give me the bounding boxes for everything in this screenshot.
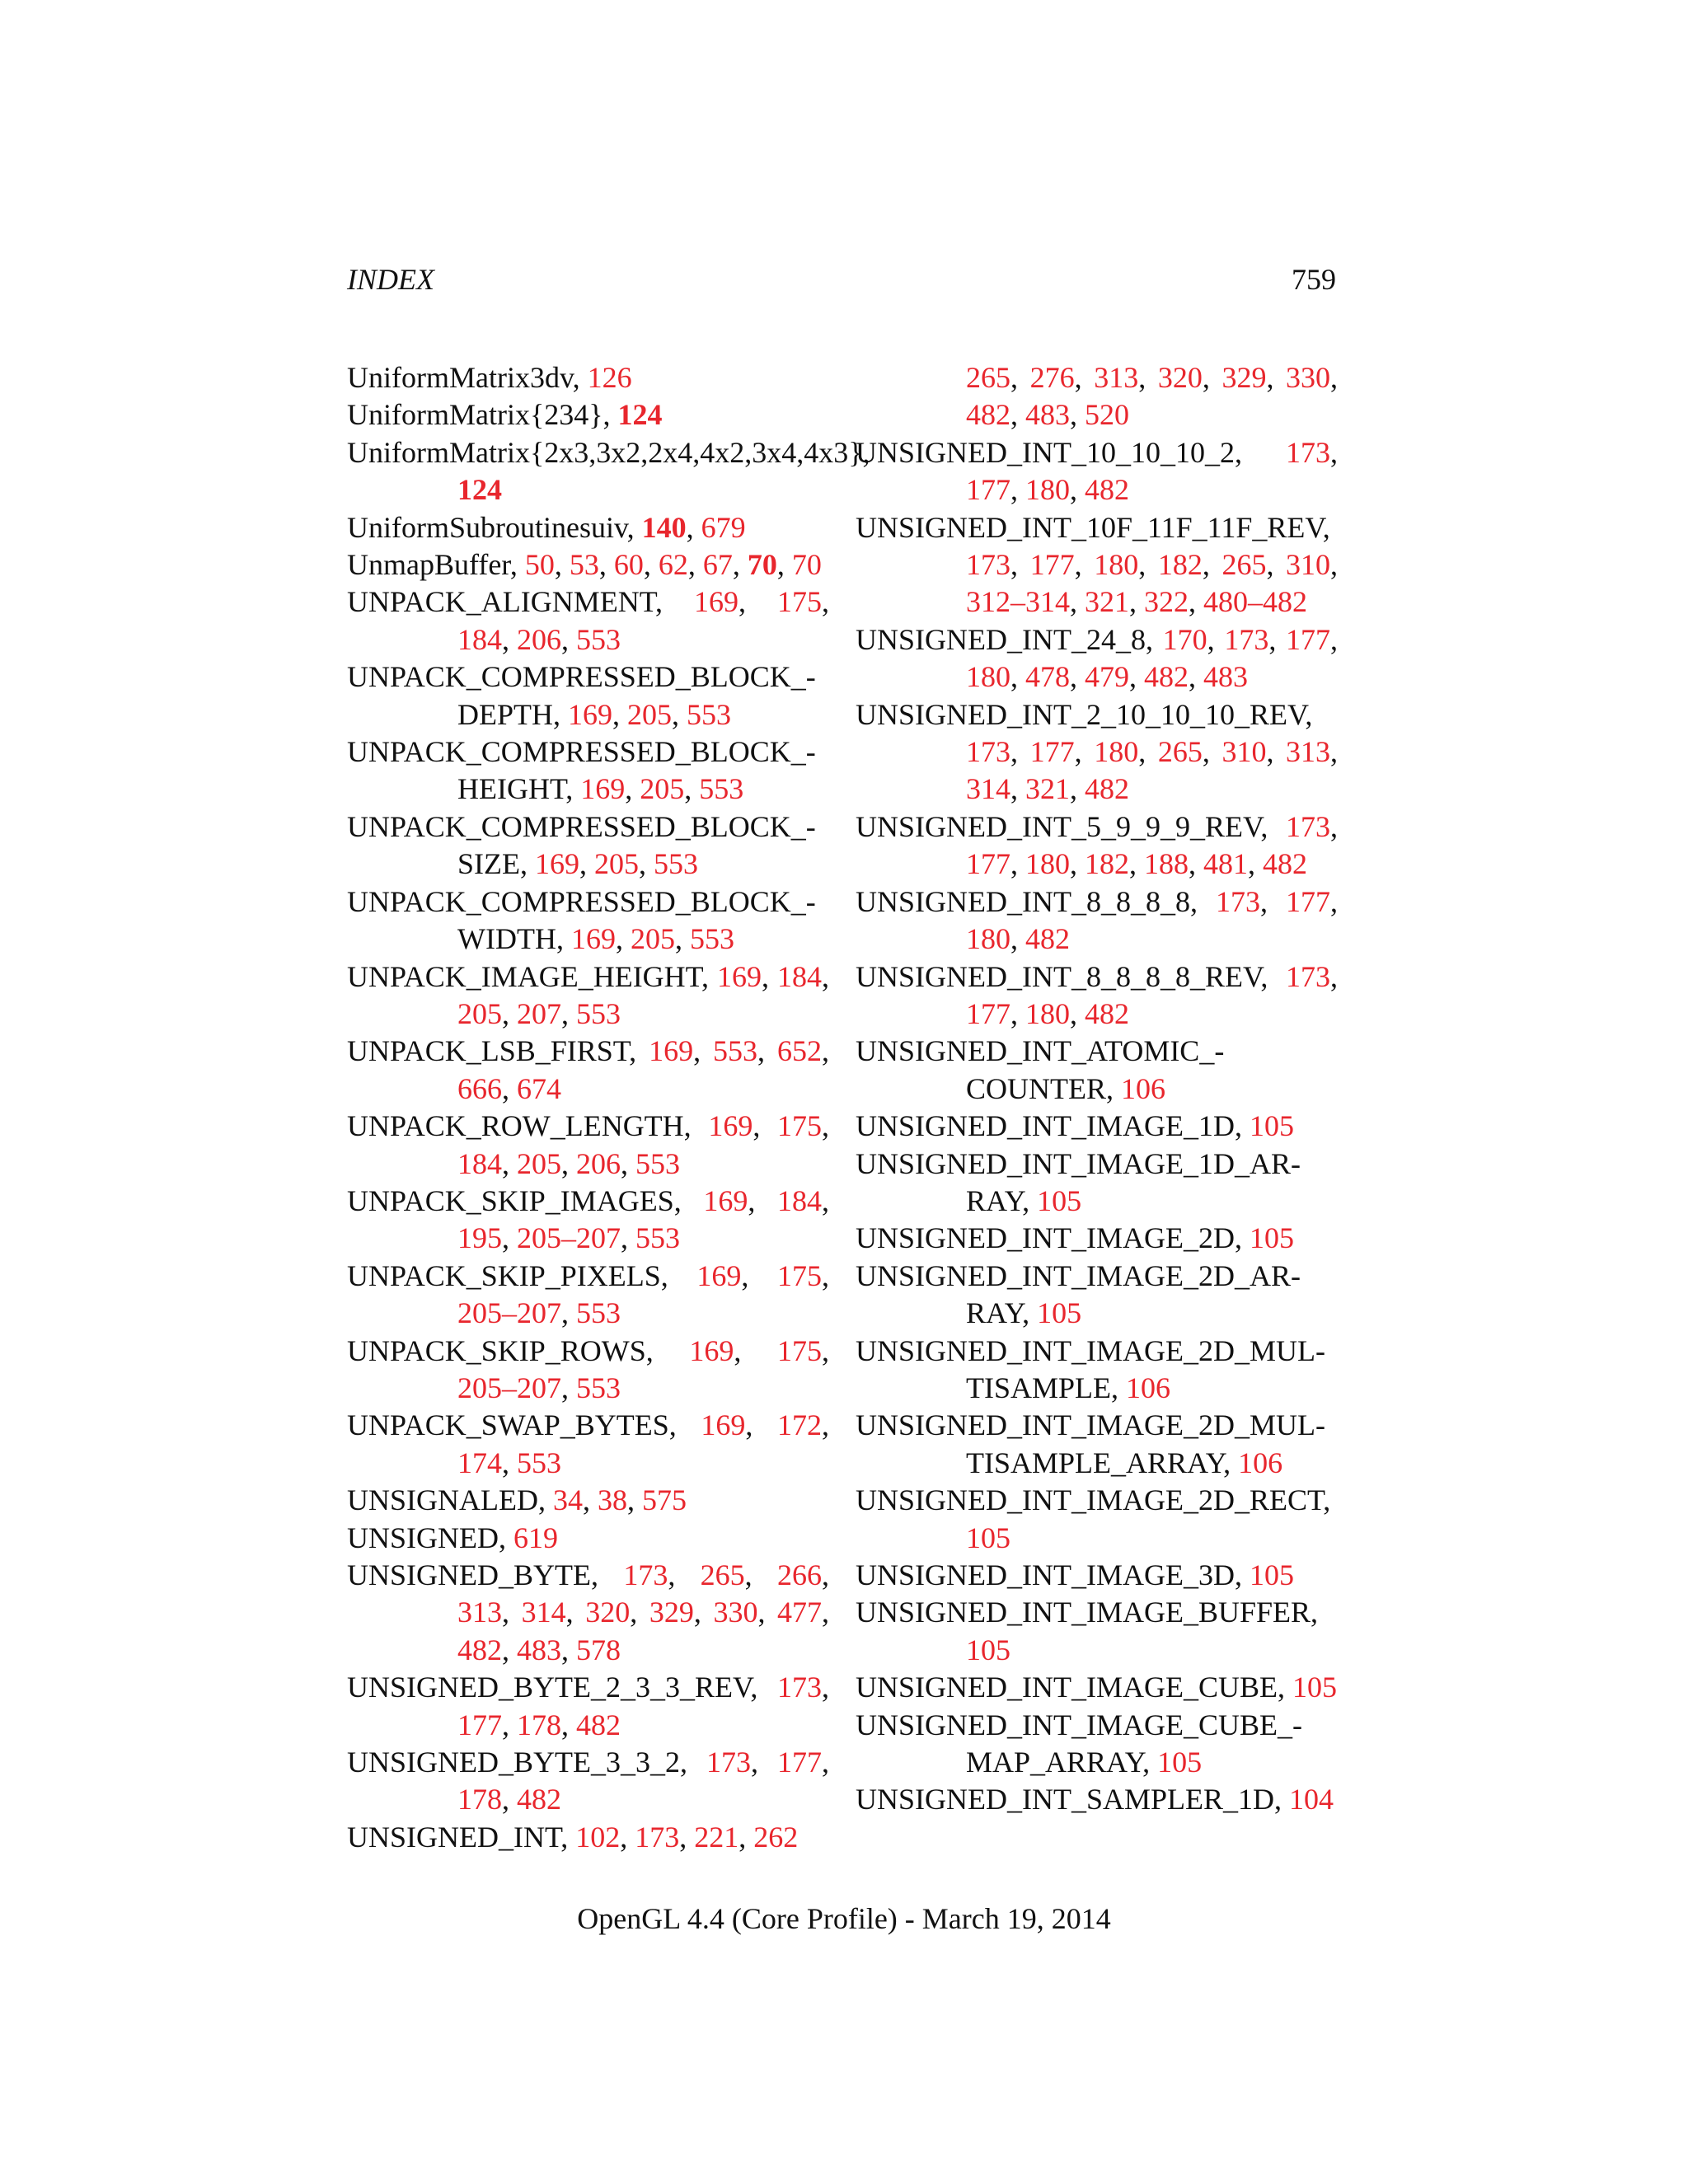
- page-ref-link[interactable]: 553: [635, 1221, 680, 1255]
- index-entry: [856, 1220, 1338, 1257]
- index-entry: UNSIGNED_BYTE_2_3_3_REV, 173, 177, 178, 482: [347, 1671, 829, 1741]
- page-ref-link[interactable]: 178: [517, 1708, 561, 1741]
- page-ref-link[interactable]: 175: [777, 1333, 823, 1367]
- index-term: UNSIGNED_INT_IMAGE_CUBE,: [856, 1671, 1292, 1704]
- index-term: UNSIGNED_BYTE_3_3_2,: [347, 1746, 706, 1779]
- page-ref-link[interactable]: 184: [777, 1183, 822, 1217]
- page-ref-link[interactable]: 206: [576, 1146, 621, 1180]
- page-ref-link[interactable]: 105: [1292, 1671, 1337, 1704]
- page-ref-link[interactable]: 180: [1094, 735, 1139, 769]
- page-ref-link[interactable]: 205: [517, 1146, 561, 1180]
- index-entry: UNPACK_SKIP_IMAGES, 169, 184, 195, 205–207, 553: [347, 1183, 829, 1255]
- page-ref-link[interactable]: 265: [700, 1558, 745, 1591]
- page-ref-link[interactable]: 106: [1126, 1371, 1171, 1404]
- page-footer: OpenGL 4.4 (Core Profile) - March 19, 2014: [577, 1902, 1111, 1935]
- page-ref-link[interactable]: 173: [1286, 809, 1330, 843]
- index-entry: [347, 434, 878, 509]
- page-ref-link[interactable]: 173: [777, 1671, 822, 1704]
- page-header: [347, 259, 1336, 300]
- page-ref-link[interactable]: 479: [1085, 660, 1129, 694]
- page-ref-link[interactable]: 105: [1249, 1221, 1294, 1255]
- index-term: UniformSubroutinesuiv,: [347, 510, 642, 544]
- page-ref-link[interactable]: 205: [627, 697, 672, 731]
- page-ref-link[interactable]: 482: [1263, 847, 1307, 881]
- index-entry: UnmapBuffer, 50, 53, 60, 62, 67, 70, 70: [347, 548, 822, 582]
- index-entry: UNPACK_ALIGNMENT, 169, 175, 184, 206, 553: [347, 585, 830, 656]
- index-term: UNSIGNED_INT_IMAGE_3D,: [856, 1558, 1250, 1591]
- index-term: UniformMatrix{2x3,3x2,2x4,4x2,3x4,4x3},: [347, 435, 878, 469]
- index-term: UNSIGNED_BYTE_2_3_3_REV,: [347, 1671, 777, 1704]
- page-ref-link[interactable]: 553: [654, 847, 698, 881]
- index-entry: [856, 1557, 1338, 1594]
- running-title: INDEX: [347, 263, 434, 296]
- index-term: UNPACK_ALIGNMENT,: [347, 585, 695, 619]
- index-entry: [856, 1707, 1338, 1782]
- page-ref-link[interactable]: 172: [777, 1408, 823, 1442]
- page-ref-link[interactable]: 177: [966, 996, 1010, 1030]
- page-ref-link[interactable]: 666: [457, 1071, 502, 1105]
- page-ref-link[interactable]: 329: [649, 1596, 694, 1629]
- page-ref-link[interactable]: 205–207: [457, 1371, 561, 1404]
- page-ref-link[interactable]: 205: [457, 996, 502, 1030]
- index-term: UNPACK_COMPRESSED_BLOCK_-​DEPTH,: [347, 660, 816, 731]
- page-ref-link[interactable]: 175: [777, 585, 823, 619]
- page-ref-link[interactable]: 175: [777, 1258, 823, 1292]
- page-ref-link[interactable]: 105: [1037, 1183, 1082, 1217]
- index-entry: UNPACK_COMPRESSED_BLOCK_-​DEPTH, 169, 205, 553: [347, 660, 816, 731]
- index-entry: UNSIGNED_BYTE, 173, 265, 266, 313, 314, 320, 329, 330, 477, 482, 483, 578: [347, 1558, 830, 1666]
- page-ref-link[interactable]: 482: [1144, 660, 1189, 694]
- page-ref-link[interactable]: 265: [1221, 548, 1267, 582]
- page-ref-link[interactable]: 482: [457, 1633, 502, 1666]
- page-ref-link[interactable]: 177: [966, 847, 1010, 881]
- index-column-left: [347, 359, 878, 1856]
- index-entry: UNSIGNED_INT_10F_11F_11F_REV, 173, 177, 180, 182, 265, 310, 312–314, 321, 322, 480–482: [856, 510, 1339, 619]
- page-ref-link[interactable]: 53: [569, 548, 599, 582]
- page-ref-link[interactable]: 482: [966, 398, 1010, 432]
- index-term: UNPACK_SKIP_IMAGES,: [347, 1183, 704, 1217]
- page-ref-link[interactable]: 169: [535, 847, 579, 881]
- page-ref-link[interactable]: 177: [457, 1708, 502, 1741]
- page-ref-link[interactable]: 482: [1085, 996, 1129, 1030]
- index-entry: [856, 1407, 1338, 1482]
- page-ref-link[interactable]: 553: [699, 772, 744, 806]
- index-term: UNPACK_SWAP_BYTES,: [347, 1408, 701, 1442]
- index-term: UNSIGNED_INT_IMAGE_2D,: [856, 1221, 1250, 1255]
- page-ref-link[interactable]: 70: [747, 548, 777, 582]
- page-ref-link[interactable]: 313: [457, 1596, 502, 1629]
- page-ref-link[interactable]: 553: [635, 1146, 680, 1180]
- index-entry: [856, 1108, 1338, 1145]
- page-ref-link[interactable]: 483: [517, 1633, 561, 1666]
- index-entry: UNSIGNED_INT_5_9_9_9_REV, 173, 177, 180, 182, 188, 481, 482: [856, 809, 1338, 881]
- index-entry: UNSIGNED_BYTE_3_3_2, 173, 177, 178, 482: [347, 1746, 830, 1816]
- index-term: UNSIGNED_INT_ATOMIC_-​COUNTER,: [856, 1034, 1225, 1105]
- page-ref-link[interactable]: 67: [702, 548, 733, 582]
- index-term: UNSIGNED_INT,: [347, 1820, 576, 1854]
- page-ref-link[interactable]: 169: [580, 772, 626, 806]
- page-ref-link[interactable]: 330: [1286, 361, 1331, 394]
- page-ref-link[interactable]: 182: [1085, 847, 1129, 881]
- index-term: UNSIGNED_INT_IMAGE_CUBE_-​MAP_ARRAY,: [856, 1708, 1302, 1779]
- index-entry: UNPACK_SKIP_PIXELS, 169, 175, 205–207, 553: [347, 1258, 830, 1330]
- page-number: 759: [1292, 263, 1336, 296]
- page-ref-link[interactable]: 177: [1286, 622, 1331, 656]
- page-ref-link[interactable]: 38: [597, 1483, 627, 1517]
- page-ref-link[interactable]: 205: [630, 922, 675, 956]
- page-ref-link[interactable]: 177: [777, 1746, 823, 1779]
- page-ref-link[interactable]: 482: [1085, 772, 1129, 806]
- page-ref-link[interactable]: 314: [521, 1596, 566, 1629]
- page-ref-link[interactable]: 106: [1238, 1446, 1283, 1479]
- index-term: UNPACK_IMAGE_HEIGHT,: [347, 959, 717, 993]
- page-ref-link[interactable]: 482: [576, 1708, 621, 1741]
- page-ref-link[interactable]: 478: [1025, 660, 1070, 694]
- page-ref-link[interactable]: 105: [966, 1633, 1010, 1666]
- page-ref-link[interactable]: 483: [1203, 660, 1248, 694]
- page-ref-link[interactable]: 477: [777, 1596, 823, 1629]
- index-term: UNPACK_COMPRESSED_BLOCK_-​HEIGHT,: [347, 735, 816, 806]
- page-ref-link[interactable]: 169: [649, 1034, 694, 1068]
- page-ref-link[interactable]: 553: [713, 1034, 758, 1068]
- index-term: UNPACK_COMPRESSED_BLOCK_-​WIDTH,: [347, 884, 816, 956]
- page-ref-link[interactable]: 553: [517, 1446, 561, 1479]
- index-entry: UNPACK_LSB_FIRST, 169, 553, 652, 666, 674: [347, 1034, 830, 1105]
- index-term: UNSIGNED_INT_IMAGE_2D_MUL-​TISAMPLE_ARRAY,: [856, 1408, 1325, 1479]
- index-entry: UNPACK_COMPRESSED_BLOCK_-​HEIGHT, 169, 205, 553: [347, 735, 816, 806]
- index-entry: UNSIGNED_INT_2_10_10_10_REV, 173, 177, 180, 265, 310, 313, 314, 321, 482: [856, 697, 1339, 806]
- index-entry: UNPACK_SKIP_ROWS, 169, 175, 205–207, 553: [347, 1333, 830, 1404]
- index-entry: [856, 1594, 1338, 1669]
- page-ref-link[interactable]: 173: [1215, 884, 1260, 918]
- index-term: UNSIGNED_INT_IMAGE_2D_AR-​RAY,: [856, 1258, 1301, 1330]
- index-entry: UNSIGNALED, 34, 38, 575: [347, 1483, 687, 1517]
- index-term: UNPACK_COMPRESSED_BLOCK_-​SIZE,: [347, 809, 816, 881]
- page-ref-link[interactable]: 320: [1157, 361, 1203, 394]
- page-ref-link[interactable]: 195: [457, 1221, 502, 1255]
- index-term: UniformMatrix3dv,: [347, 361, 588, 394]
- page-ref-link[interactable]: 62: [658, 548, 688, 582]
- page-ref-link[interactable]: 310: [1221, 735, 1267, 769]
- page-ref-link[interactable]: 482: [1025, 922, 1070, 956]
- page-ref-link[interactable]: 262: [753, 1820, 799, 1854]
- page-ref-link[interactable]: 177: [1029, 735, 1075, 769]
- page-ref-link[interactable]: 480–482: [1203, 585, 1307, 619]
- page-ref-link[interactable]: 482: [517, 1783, 561, 1816]
- page-ref-link[interactable]: 106: [1121, 1071, 1165, 1105]
- page-ref-link[interactable]: 578: [576, 1633, 621, 1666]
- page-ref-link[interactable]: 310: [1286, 548, 1331, 582]
- page-ref-link[interactable]: 173: [623, 1558, 668, 1591]
- page-ref-link[interactable]: 679: [701, 510, 746, 544]
- page-ref-link[interactable]: 205–207: [457, 1296, 561, 1330]
- page-ref-link[interactable]: 553: [576, 1371, 621, 1404]
- page-ref-link[interactable]: 652: [777, 1034, 823, 1068]
- page-ref-link[interactable]: 180: [966, 660, 1010, 694]
- page-ref-link[interactable]: 105: [1249, 1109, 1294, 1143]
- page-ref-link[interactable]: 169: [708, 1109, 753, 1143]
- page-ref-link[interactable]: 483: [1025, 398, 1070, 432]
- index-term: UNSIGNED_INT_IMAGE_2D_RECT,: [856, 1483, 1339, 1517]
- page-ref-link[interactable]: 180: [1025, 996, 1070, 1030]
- index-term: UNPACK_SKIP_PIXELS,: [347, 1258, 697, 1292]
- page-ref-link[interactable]: 173: [1286, 959, 1330, 993]
- page-ref-link[interactable]: 313: [1286, 735, 1331, 769]
- page-ref-link[interactable]: 175: [777, 1109, 822, 1143]
- index-entry: UNSIGNED_INT_24_8, 170, 173, 177, 180, 478, 479, 482, 483: [856, 622, 1339, 694]
- page-ref-link[interactable]: 105: [1037, 1296, 1082, 1330]
- page-ref-link[interactable]: 553: [689, 922, 734, 956]
- index-term: UNSIGNED_INT_IMAGE_1D,: [856, 1109, 1250, 1143]
- page-ref-link[interactable]: 173: [1224, 622, 1269, 656]
- index-term: UNPACK_ROW_LENGTH,: [347, 1109, 709, 1143]
- page-ref-link[interactable]: 182: [1157, 548, 1203, 582]
- page-ref-link[interactable]: 619: [513, 1521, 558, 1554]
- page-ref-link[interactable]: 553: [576, 996, 621, 1030]
- page-ref-link[interactable]: 321: [1085, 585, 1129, 619]
- page-ref-link[interactable]: 520: [1085, 398, 1129, 432]
- page-ref-link[interactable]: 207: [517, 996, 561, 1030]
- index-term: UNSIGNED_INT_IMAGE_1D_AR-​RAY,: [856, 1146, 1301, 1217]
- page-ref-link[interactable]: 322: [1144, 585, 1189, 619]
- index-entry: UNPACK_SWAP_BYTES, 169, 172, 174, 553: [347, 1408, 830, 1479]
- page-ref-link[interactable]: 205: [594, 847, 639, 881]
- page-ref-link[interactable]: 140: [641, 510, 687, 544]
- page-ref-link[interactable]: 188: [1144, 847, 1189, 881]
- page-ref-link[interactable]: 50: [524, 548, 555, 582]
- page-ref-link[interactable]: 177: [1029, 548, 1075, 582]
- index-entry: [347, 396, 829, 434]
- index-term: UNPACK_LSB_FIRST,: [347, 1034, 649, 1068]
- page-ref-link[interactable]: 124: [617, 398, 663, 432]
- index-term: UNSIGNED_INT_8_8_8_8,: [856, 884, 1216, 918]
- page-ref-link[interactable]: 553: [576, 1296, 621, 1330]
- page-ref-link[interactable]: 169: [568, 697, 612, 731]
- page-ref-link[interactable]: 314: [966, 772, 1010, 806]
- index-entry: UNPACK_ROW_LENGTH, 169, 175, 184, 205, 206, 553: [347, 1109, 829, 1180]
- index-term: UNSIGNED_INT_IMAGE_BUFFER,: [856, 1596, 1326, 1629]
- page-ref-link[interactable]: 221: [694, 1820, 739, 1854]
- index-column-right: [856, 359, 1338, 1819]
- index-entry: UNSIGNED_INT, 102, 173, 221, 262: [347, 1820, 799, 1854]
- index-term: UNSIGNALED,: [347, 1483, 553, 1517]
- index-entry: [856, 1669, 1338, 1706]
- index-entry: [856, 1033, 1338, 1108]
- page-ref-link[interactable]: 329: [1221, 361, 1267, 394]
- index-entry: UniformSubroutinesuiv, 140, 679: [347, 510, 746, 544]
- index-term: UNSIGNED_INT_2_10_10_10_REV,: [856, 697, 1320, 731]
- page-ref-link[interactable]: 674: [517, 1071, 561, 1105]
- index-entry: [347, 1520, 829, 1557]
- page-ref-link[interactable]: 174: [457, 1446, 502, 1479]
- index-term: UNPACK_SKIP_ROWS,: [347, 1333, 690, 1367]
- page-ref-link[interactable]: 173: [1286, 435, 1330, 469]
- index-term: UNSIGNED_BYTE,: [347, 1558, 624, 1591]
- index-entry: UNPACK_COMPRESSED_BLOCK_-​WIDTH, 169, 205, 553: [347, 884, 816, 956]
- page-ref-link[interactable]: 169: [694, 585, 739, 619]
- page-ref-link[interactable]: 105: [1249, 1558, 1294, 1591]
- index-entry: UNSIGNED_INT_8_8_8_8_REV, 173, 177, 180, 482: [856, 959, 1338, 1030]
- page-ref-link[interactable]: 34: [552, 1483, 583, 1517]
- index-entry: UNSIGNED_INT_10_10_10_2, 173, 177, 180, 482: [856, 435, 1338, 507]
- page-ref-link[interactable]: 312–314: [966, 585, 1070, 619]
- page-ref-link[interactable]: 266: [777, 1558, 823, 1591]
- page-ref-link[interactable]: 169: [701, 1408, 746, 1442]
- page-ref-link[interactable]: 321: [1025, 772, 1070, 806]
- page-ref-link[interactable]: 105: [1157, 1746, 1203, 1779]
- page-ref-link[interactable]: 265: [966, 361, 1010, 394]
- page-ref-link[interactable]: 177: [966, 473, 1010, 507]
- page-ref-link[interactable]: 553: [576, 622, 621, 656]
- index-term: UniformMatrix{234},: [347, 398, 618, 432]
- page-ref-link[interactable]: 313: [1094, 361, 1139, 394]
- page-ref-link[interactable]: 553: [687, 697, 731, 731]
- page-ref-link[interactable]: 169: [570, 922, 616, 956]
- page-ref-link[interactable]: 102: [575, 1820, 621, 1854]
- index-entry: 265, 276, 313, 320, 329, 330, 482, 483, 520: [966, 361, 1339, 432]
- index-term: UNSIGNED_INT_IMAGE_2D_MUL-​TISAMPLE,: [856, 1333, 1325, 1404]
- index-term: UNSIGNED_INT_10F_11F_11F_REV,: [856, 510, 1338, 544]
- page-ref-link[interactable]: 206: [517, 622, 561, 656]
- page-ref-link[interactable]: 265: [1157, 735, 1203, 769]
- index-entry: [347, 359, 829, 396]
- index-entry: [856, 1258, 1338, 1333]
- page-ref-link[interactable]: 482: [1085, 473, 1129, 507]
- page-ref-link[interactable]: 169: [703, 1183, 748, 1217]
- page-ref-link[interactable]: 180: [1094, 548, 1139, 582]
- page-ref-link[interactable]: 173: [966, 735, 1010, 769]
- page-ref-link[interactable]: 184: [777, 959, 822, 993]
- index-term: UNSIGNED_INT_SAMPLER_1D,: [856, 1783, 1290, 1816]
- page-ref-link[interactable]: 173: [706, 1746, 751, 1779]
- page-ref-link[interactable]: 180: [1025, 847, 1070, 881]
- page-ref-link[interactable]: 60: [613, 548, 644, 582]
- page-ref-link[interactable]: 177: [1286, 884, 1330, 918]
- index-entry: [856, 1146, 1338, 1221]
- page-ref-link[interactable]: 173: [635, 1820, 680, 1854]
- page-ref-link[interactable]: 180: [966, 922, 1010, 956]
- page-ref-link[interactable]: 126: [587, 361, 632, 394]
- index-entry: [856, 1482, 1338, 1557]
- page-ref-link[interactable]: 169: [696, 1258, 742, 1292]
- index-entry: [856, 1781, 1338, 1818]
- page-ref-link[interactable]: 70: [791, 548, 822, 582]
- index-term: UNSIGNED_INT_24_8,: [856, 622, 1163, 656]
- index-term: UNSIGNED_INT_8_8_8_8_REV,: [856, 959, 1286, 993]
- page-ref-link[interactable]: 205–207: [517, 1221, 621, 1255]
- page-ref-link[interactable]: 124: [457, 473, 502, 507]
- index-entry: UNSIGNED_INT_8_8_8_8, 173, 177, 180, 482: [856, 884, 1338, 956]
- page-ref-link[interactable]: 180: [1025, 473, 1070, 507]
- page-ref-link[interactable]: 178: [457, 1783, 502, 1816]
- index-term: UNSIGNED,: [347, 1521, 513, 1554]
- page-ref-link[interactable]: 575: [641, 1483, 687, 1517]
- page-ref-link[interactable]: 184: [457, 1146, 502, 1180]
- page-ref-link[interactable]: 173: [966, 548, 1010, 582]
- page-ref-link[interactable]: 169: [689, 1333, 734, 1367]
- index-term: UnmapBuffer,: [347, 548, 525, 582]
- index-term: UNSIGNED_INT_10_10_10_2,: [856, 435, 1286, 469]
- page-ref-link[interactable]: 170: [1162, 622, 1207, 656]
- page-ref-link[interactable]: 184: [457, 622, 502, 656]
- index-term: UNSIGNED_INT_5_9_9_9_REV,: [856, 809, 1286, 843]
- page-ref-link[interactable]: 330: [713, 1596, 758, 1629]
- page-ref-link[interactable]: 104: [1289, 1783, 1334, 1816]
- page-ref-link[interactable]: 205: [640, 772, 685, 806]
- page-ref-link[interactable]: 169: [717, 959, 762, 993]
- index-entry: [856, 1333, 1338, 1408]
- page-ref-link[interactable]: 276: [1029, 361, 1075, 394]
- index-entry: UNPACK_COMPRESSED_BLOCK_-​SIZE, 169, 205, 553: [347, 809, 816, 881]
- page-ref-link[interactable]: 105: [966, 1521, 1010, 1554]
- page-ref-link[interactable]: 481: [1203, 847, 1248, 881]
- index-entry: UNPACK_IMAGE_HEIGHT, 169, 184, 205, 207, 553: [347, 959, 829, 1030]
- page-ref-link[interactable]: 320: [585, 1596, 631, 1629]
